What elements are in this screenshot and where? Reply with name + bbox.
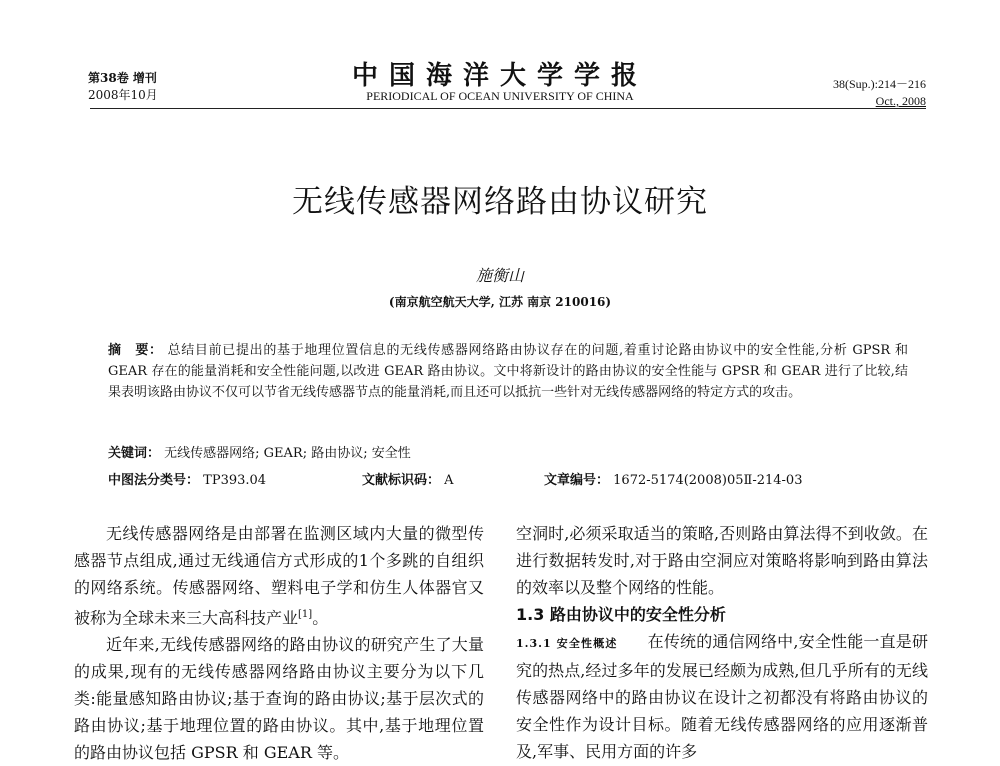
keywords-label: 关键词：: [108, 446, 161, 461]
body-column-right: [516, 520, 928, 765]
paragraph: 近年来,无线传感器网络的路由协议的研究产生了大量的成果,现有的无线传感器网络路由协议主要分为以下几类:能量感知路由协议;基于查询的路由协议;基于层次式的路由协议;基于地理位置的路由协议。其中,基于地理位置的路由协议包括 GPSR 和 GEAR 等。: [74, 635, 484, 763]
header-pages-block: [833, 76, 926, 110]
keywords: [108, 442, 411, 461]
doc-code-label: 文献标识码：: [362, 473, 441, 488]
paragraph-text: 在传统的通信网络中,安全性能一直是研究的热点,经过多年的发展已经颇为成熟,但几乎所有的无线传感器网络中的路由协议在设计之初都没有将路由协议的安全性作为设计目标。随着无线传感器网络的应用逐渐普及,军事、民用方面的许多: [516, 632, 929, 761]
paragraph-end: 。: [312, 608, 329, 628]
paragraph: [74, 520, 484, 631]
author-name: 施衡山: [475, 266, 524, 285]
journal-title-cn: 中国海洋大学学报: [351, 61, 648, 91]
date-en: Oct., 2008: [875, 94, 926, 108]
abstract-text: 总结目前已提出的基于地理位置信息的无线传感器网络路由协议存在的问题,着重讨论路由协议中的安全性能,分析 GPSR 和 GEAR 存在的能量消耗和安全性能问题,以改进 GEAR 路由协议。文中将新设计的路由协议的安全性能与 GPSR 和 GEAR 进行了比较,结果表明该路由协议不仅可以节省无线传感器节点的能量消耗,而且还可以抵抗一些针对无线传感器网络的特定方式的攻击。: [108, 343, 908, 400]
journal-title-en: PERIODICAL OF OCEAN UNIVERSITY OF CHINA: [366, 89, 634, 103]
clc-label: 中图法分类号：: [108, 473, 200, 488]
paragraph: [516, 628, 928, 765]
paragraph-text: 无线传感器网络是由部署在监测区域内大量的微型传感器节点组成,通过无线通信方式形成的1个多跳的自组织的网络系统。传感器网络、塑料电子学和仿生人体器官又被称为全球未来三大高科技产业: [74, 524, 484, 628]
doc-code-value: A: [444, 473, 454, 488]
issue-date: 2008年10月: [88, 88, 158, 102]
clc-number: [108, 469, 266, 488]
section-heading: 1.3 路由协议中的安全性分析: [516, 605, 726, 624]
clc-value: TP393.04: [203, 473, 267, 488]
volume-label: 第38卷 增刊: [88, 71, 157, 85]
page-range: 38(Sup.):214－216: [832, 77, 926, 91]
abstract: [108, 340, 908, 403]
header-rule: [90, 108, 926, 109]
keywords-text: 无线传感器网络; GEAR; 路由协议; 安全性: [164, 446, 411, 461]
article-title: 无线传感器网络路由协议研究: [292, 184, 708, 220]
subsection-heading: 1.3.1 安全性概述: [516, 637, 618, 650]
paragraph: 空洞时,必须采取适当的策略,否则路由算法得不到收敛。在进行数据转发时,对于路由空洞应对策略将影响到路由算法的效率以及整个网络的性能。: [516, 524, 928, 597]
abstract-label: 摘 要：: [108, 343, 163, 358]
article-no-label: 文章编号：: [544, 473, 610, 488]
author-affiliation: (南京航空航天大学, 江苏 南京 210016): [388, 295, 612, 309]
doc-code: [362, 469, 454, 488]
article-number: [544, 469, 802, 488]
article-no-value: 1672-5174(2008)05Ⅱ-214-03: [613, 473, 803, 488]
citation-ref: [1]: [298, 609, 313, 620]
body-column-left: [74, 520, 484, 766]
